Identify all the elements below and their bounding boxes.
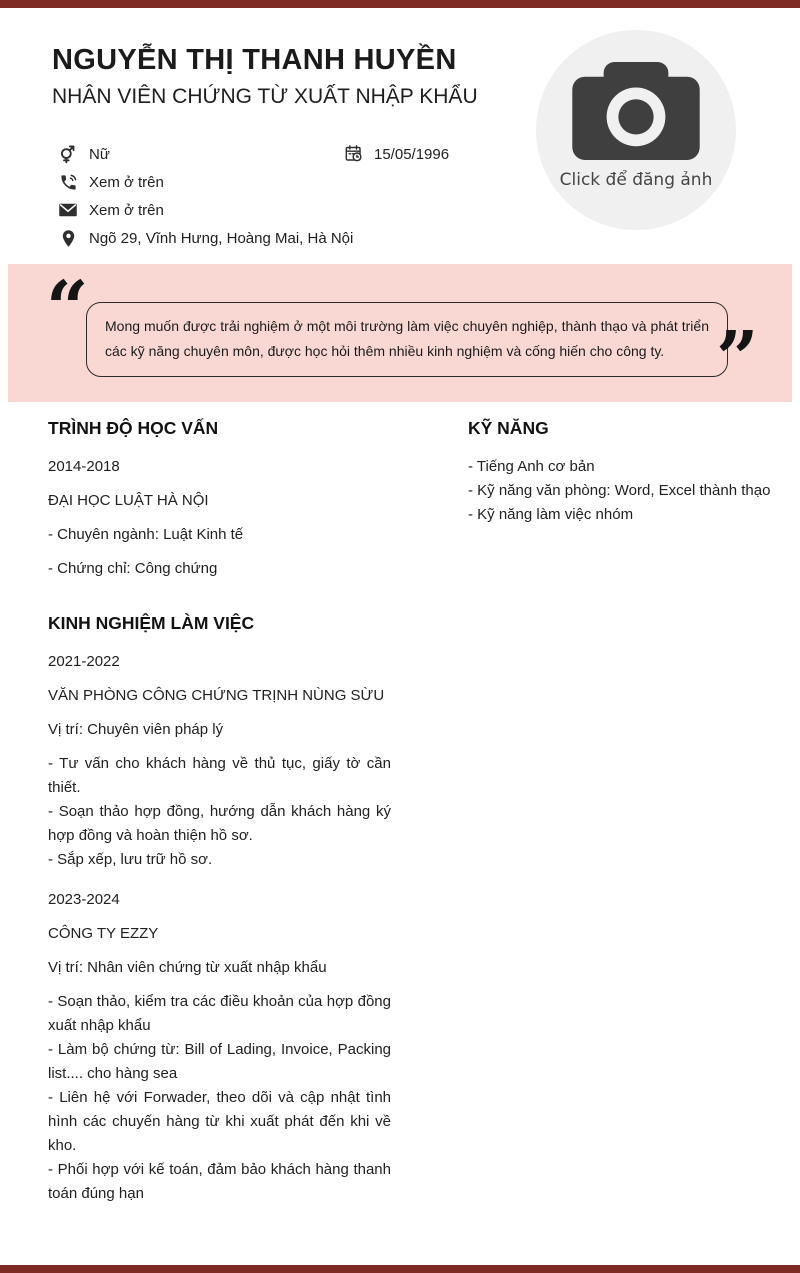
job-position[interactable]: Vị trí: Nhân viên chứng từ xuất nhập khẩu [48,959,327,976]
job-period[interactable]: 2021-2022 [48,653,120,670]
job-duty: - Làm bộ chứng từ: Bill of Lading, Invoice, Packing list.... cho hàng sea [48,1041,391,1082]
skill-item: - Kỹ năng làm việc nhóm [468,506,634,523]
education-heading: TRÌNH ĐỘ HỌC VẤN [48,418,219,438]
contact-list [58,140,353,252]
objective-box[interactable] [86,302,728,377]
location-icon [58,228,78,248]
birthday-row [344,140,449,168]
bottom-accent-bar [0,1265,800,1273]
education-school[interactable]: ĐẠI HỌC LUẬT HÀ NỘI [48,492,209,509]
job-duties[interactable] [48,752,391,872]
phone-icon [58,172,78,192]
job-title: NHÂN VIÊN CHỨNG TỪ XUẤT NHẬP KHẨU [52,85,478,108]
contact-row-address [58,224,353,252]
left-column [48,418,391,1206]
job-period[interactable]: 2023-2024 [48,891,120,908]
job-company[interactable]: CÔNG TY EZZY [48,925,159,942]
job-duty: - Soạn thảo, kiểm tra các điều khoản của hợp đồng xuất nhập khẩu [48,993,391,1034]
gender-icon [58,144,78,164]
photo-upload-label[interactable]: Click để đăng ảnh [559,170,713,190]
mail-icon [58,200,78,220]
skills-heading: KỸ NĂNG [468,418,549,438]
open-quote-icon: “ [46,266,89,352]
right-column [468,418,788,527]
experience-heading: KINH NGHIỆM LÀM VIỆC [48,613,255,633]
address-value: Ngõ 29, Vĩnh Hưng, Hoàng Mai, Hà Nội [89,229,354,247]
job-duty: - Liên hệ với Forwader, theo dõi và cập nhật tình hình các chuyến hàng từ khi xuất phát đến khi về kho. [48,1089,391,1154]
gender-value: Nữ [89,145,110,163]
skills-list[interactable] [468,455,788,527]
calendar-icon [344,144,364,164]
job-duty: - Tư vấn cho khách hàng về thủ tục, giấy tờ cần thiết. [48,755,391,796]
photo-upload-placeholder[interactable] [536,30,736,230]
phone-value: Xem ở trên [89,173,164,191]
education-period[interactable]: 2014-2018 [48,458,120,475]
contact-row-email [58,196,353,224]
candidate-name: NGUYỄN THỊ THANH HUYỀN [52,44,457,76]
job-duty: - Phối hợp với kế toán, đảm bảo khách hàng thanh toán đúng hạn [48,1161,391,1202]
job-duty: - Soạn thảo hợp đồng, hướng dẫn khách hàng ký hợp đồng và hoàn thiện hồ sơ. [48,803,391,844]
birthday-value: 15/05/1996 [374,145,450,163]
contact-row-gender [58,140,353,168]
job-company[interactable]: VĂN PHÒNG CÔNG CHỨNG TRỊNH NÙNG SỪU [48,687,385,704]
education-detail[interactable]: - Chứng chỉ: Công chứng [48,560,218,577]
job-duty: - Sắp xếp, lưu trữ hồ sơ. [48,851,213,868]
career-objective-section [8,264,792,402]
skill-item: - Tiếng Anh cơ bản [468,458,595,475]
job-duties[interactable] [48,990,391,1206]
close-quote-icon: ” [716,316,759,402]
skill-item: - Kỹ năng văn phòng: Word, Excel thành thạo [468,482,771,499]
job-position[interactable]: Vị trí: Chuyên viên pháp lý [48,721,224,738]
contact-row-phone [58,168,353,196]
objective-text: Mong muốn được trải nghiệm ở một môi trường làm việc chuyên nghiệp, thành thạo và phát triển các kỹ năng chuyên môn, được học hỏi thêm nhiều kinh nghiệm và cống hiến cho công ty. [105,318,709,359]
education-detail[interactable]: - Chuyên ngành: Luật Kinh tế [48,526,244,543]
camera-icon [572,62,700,160]
email-value: Xem ở trên [89,201,164,219]
top-accent-bar [0,0,800,8]
